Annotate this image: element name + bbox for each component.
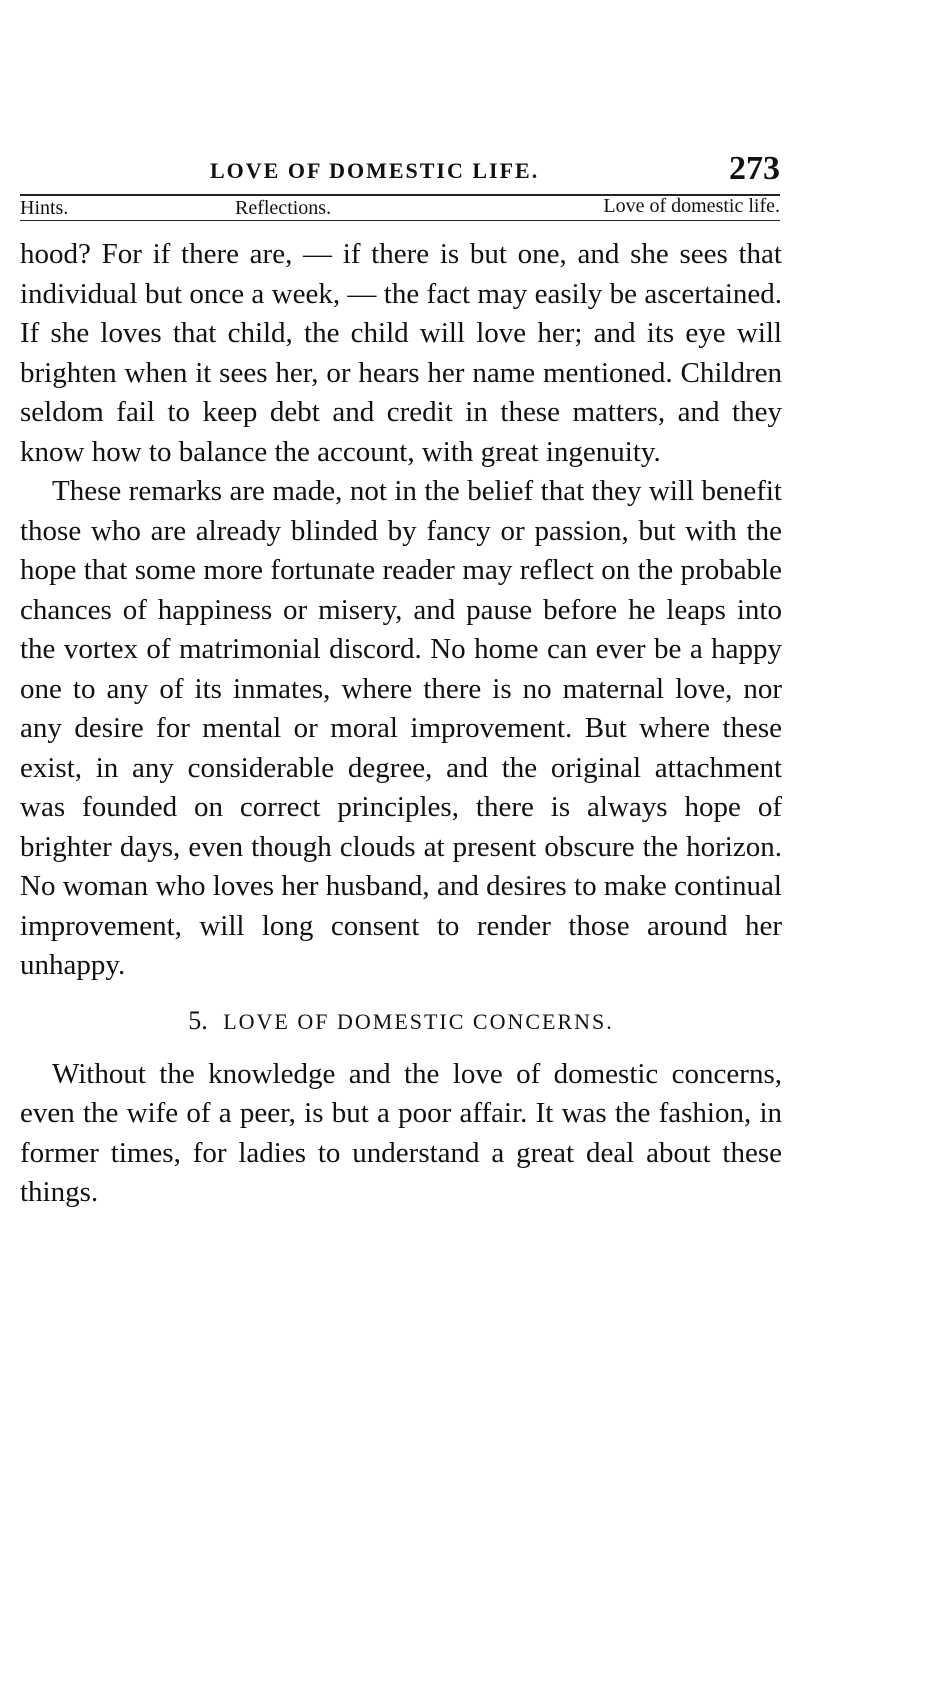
- header-rule-bottom: [20, 220, 780, 221]
- section-number: 5.: [188, 1005, 208, 1035]
- side-note-reflections: Reflections.: [235, 197, 332, 219]
- page-number: 273: [729, 150, 780, 187]
- body-text: [20, 235, 782, 1213]
- section-title: LOVE OF DOMESTIC CONCERNS.: [223, 1008, 614, 1034]
- side-notes: [20, 195, 780, 221]
- running-title: LOVE OF DOMESTIC LIFE.: [210, 158, 540, 183]
- side-note-hints: Hints.: [20, 197, 69, 219]
- paragraph-domestic-concerns: Without the knowledge and the love of domestic concerns, even the wife of a peer, is but a poor affair. It was the fashion, in former times, for ladies to understand a great deal about these things.: [20, 1057, 782, 1208]
- section-heading: [20, 1006, 782, 1037]
- side-note-love-of-domestic-life: Love of domestic life.: [603, 195, 780, 217]
- paragraph-continued: hood? For if there are, — if there is but one, and she sees that individual but once a week, — the fact may easily be ascertained. If she loves that child, the child will love her; and its eye will brighten when it sees her, or hears her name mentioned. Children seldom fail to keep debt and credit in these matters, and they know how to balance the account, with great ingenuity.: [20, 238, 782, 468]
- running-head: [20, 150, 780, 190]
- paragraph-remarks: These remarks are made, not in the belief that they will benefit those who are already blinded by fancy or passion, but with the hope that some more fortunate reader may reflect on the probable chances of happiness or misery, and pause before he leaps into the vortex of matrimonial discord. No home can ever be a happy one to any of its inmates, where there is no maternal love, nor any desire for mental or moral improvement. But where these exist, in any considerable degree, and the original attachment was founded on correct principles, there is always hope of brighter days, even though clouds at present obscure the horizon. No woman who loves her husband, and desires to make continual improvement, will long consent to render those around her unhappy.: [20, 475, 782, 981]
